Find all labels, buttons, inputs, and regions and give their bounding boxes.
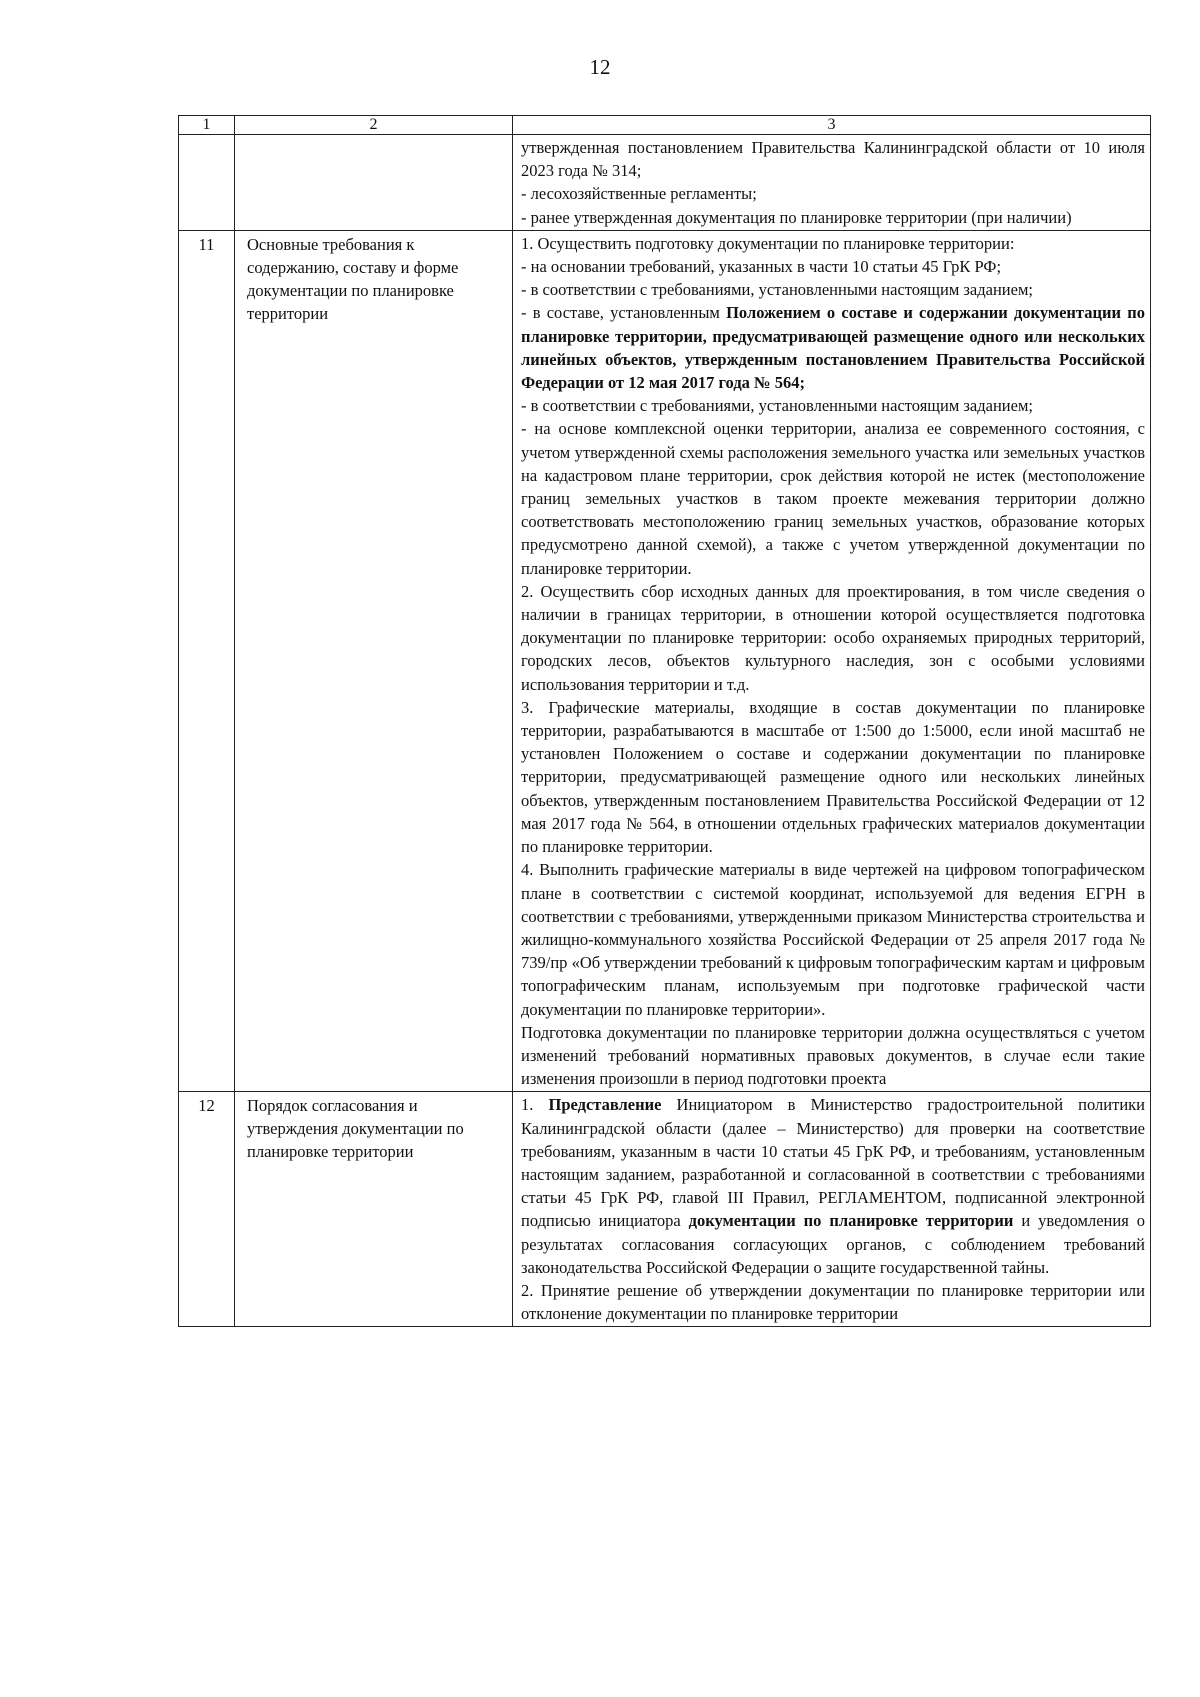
row-label: Основные требования к содержанию, составу и форме документации по планировке территории xyxy=(235,230,513,1092)
paragraph: - на основании требований, указанных в части 10 статьи 45 ГрК РФ; xyxy=(521,257,1002,277)
paragraph: 1. Осуществить подготовку документации по планировке территории: xyxy=(521,233,1015,253)
header-col-3: 3 xyxy=(513,116,1151,135)
header-col-2: 2 xyxy=(235,116,513,135)
text-run: и уведомления о результатах согласования согласующих органов, с соблюдением требований законодательства Российской Федерации о защите государственной тайны. xyxy=(521,1211,1146,1277)
row-label: Порядок согласования и утверждения документации по планировке территории xyxy=(235,1092,513,1327)
bold-text-run: Представление xyxy=(548,1095,662,1115)
paragraph: - в соответствии с требованиями, установленными настоящим заданием; xyxy=(521,280,1033,300)
header-col-1: 1 xyxy=(179,116,235,135)
row-content xyxy=(513,135,1151,231)
paragraph: утвержденная постановлением Правительства Калининградской области от 10 июля 2023 года № 314; xyxy=(521,138,1145,181)
row-number: 12 xyxy=(179,1092,235,1327)
row-content xyxy=(513,1092,1151,1327)
paragraph xyxy=(521,301,1145,394)
text-run: Инициатором в Министерство градостроительной политики Калининградской области (далее – Министерство) для проверки на соответствие требованиям, указанным в части 10 статьи 45 ГрК РФ, и требованиям, установленным настоящим заданием, разработанной и согласованной в соответствии с требованиями статьи 45 ГрК РФ, главой III Правил, РЕГЛАМЕНТОМ, подписанной электронной подписью инициатора xyxy=(521,1095,1145,1231)
paragraph: 2. Принятие решение об утверждении документации по планировке территории или отклонение документации по планировке территории xyxy=(521,1280,1145,1324)
paragraph: - ранее утвержденная документация по планировке территории (при наличии) xyxy=(521,207,1072,227)
table-row-11 xyxy=(179,230,1151,1092)
paragraph: - на основе комплексной оценки территории, анализа ее современного состояния, с учетом утвержденной схемы расположения земельного участка или земельных участков на кадастровом плане территории, срок действия которой не истек (местоположение границ земельных участков в таком проекте межевания территории должно соответствовать местоположению границ земельных участков, образование которых предусмотрено данной схемой), а также с учетом утвержденной документации по планировке территории. xyxy=(521,419,1145,578)
row-label xyxy=(235,135,513,231)
table-row-continued xyxy=(179,135,1151,231)
text-run: - в составе, установленным xyxy=(521,303,727,323)
paragraph: - в соответствии с требованиями, установленными настоящим заданием; xyxy=(521,396,1033,416)
paragraph: Подготовка документации по планировке территории должна осуществляться с учетом изменений требований нормативных правовых документов, в случае если такие изменения произошли в период подготовки проекта xyxy=(521,1022,1145,1089)
paragraph: 2. Осуществить сбор исходных данных для проектирования, в том числе сведения о наличии в границах территории, в отношении которой осуществляется подготовка документации по планировке территории: особо охраняемых природных территорий, городских лесов, объектов культурного наследия, зон с особыми условиями использования территории и т.д. xyxy=(521,581,1145,694)
paragraph: 4. Выполнить графические материалы в виде чертежей на цифровом топографическом плане в соответствии с системой координат, используемой для ведения ЕГРН в соответствии с требованиями, утвержденными приказом Министерства строительства и жилищно-коммунального хозяйства Российской Федерации от 25 апреля 2017 года № 739/пр «Об утверждении требований к цифровым топографическим картам и цифровым топографическим планам, используемым при подготовке графической части документации по планировке территории». xyxy=(521,860,1145,1019)
paragraph: 3. Графические материалы, входящие в состав документации по планировке территории, разрабатываются в масштабе от 1:500 до 1:5000, если иной масштаб не установлен Положением о составе и содержании документации по планировке территории, предусматривающей размещение одного или нескольких линейных объектов, утвержденным постановлением Правительства Российской Федерации от 12 мая 2017 года № 564, в отношении отдельных графических материалов документации по планировке территории. xyxy=(521,697,1145,857)
row-number: 11 xyxy=(179,230,235,1092)
text-run: 1. xyxy=(521,1095,549,1115)
row-content xyxy=(513,230,1151,1092)
requirements-table xyxy=(178,115,1151,1327)
paragraph: - лесохозяйственные регламенты; xyxy=(521,184,757,204)
paragraph xyxy=(521,1093,1145,1279)
table-header-row xyxy=(179,116,1151,135)
page-number: 12 xyxy=(589,55,611,79)
bold-text-run: Положением о составе и содержании документации по планировке территории, предусматривающей размещение одного или нескольких линейных объектов, утвержденным постановлением Правительства Российской Федерации от 12 мая 2017 года № 564; xyxy=(521,303,1145,393)
table-row-12 xyxy=(179,1092,1151,1327)
bold-text-run: документации по планировке территории xyxy=(688,1211,1014,1231)
row-number xyxy=(179,135,235,231)
